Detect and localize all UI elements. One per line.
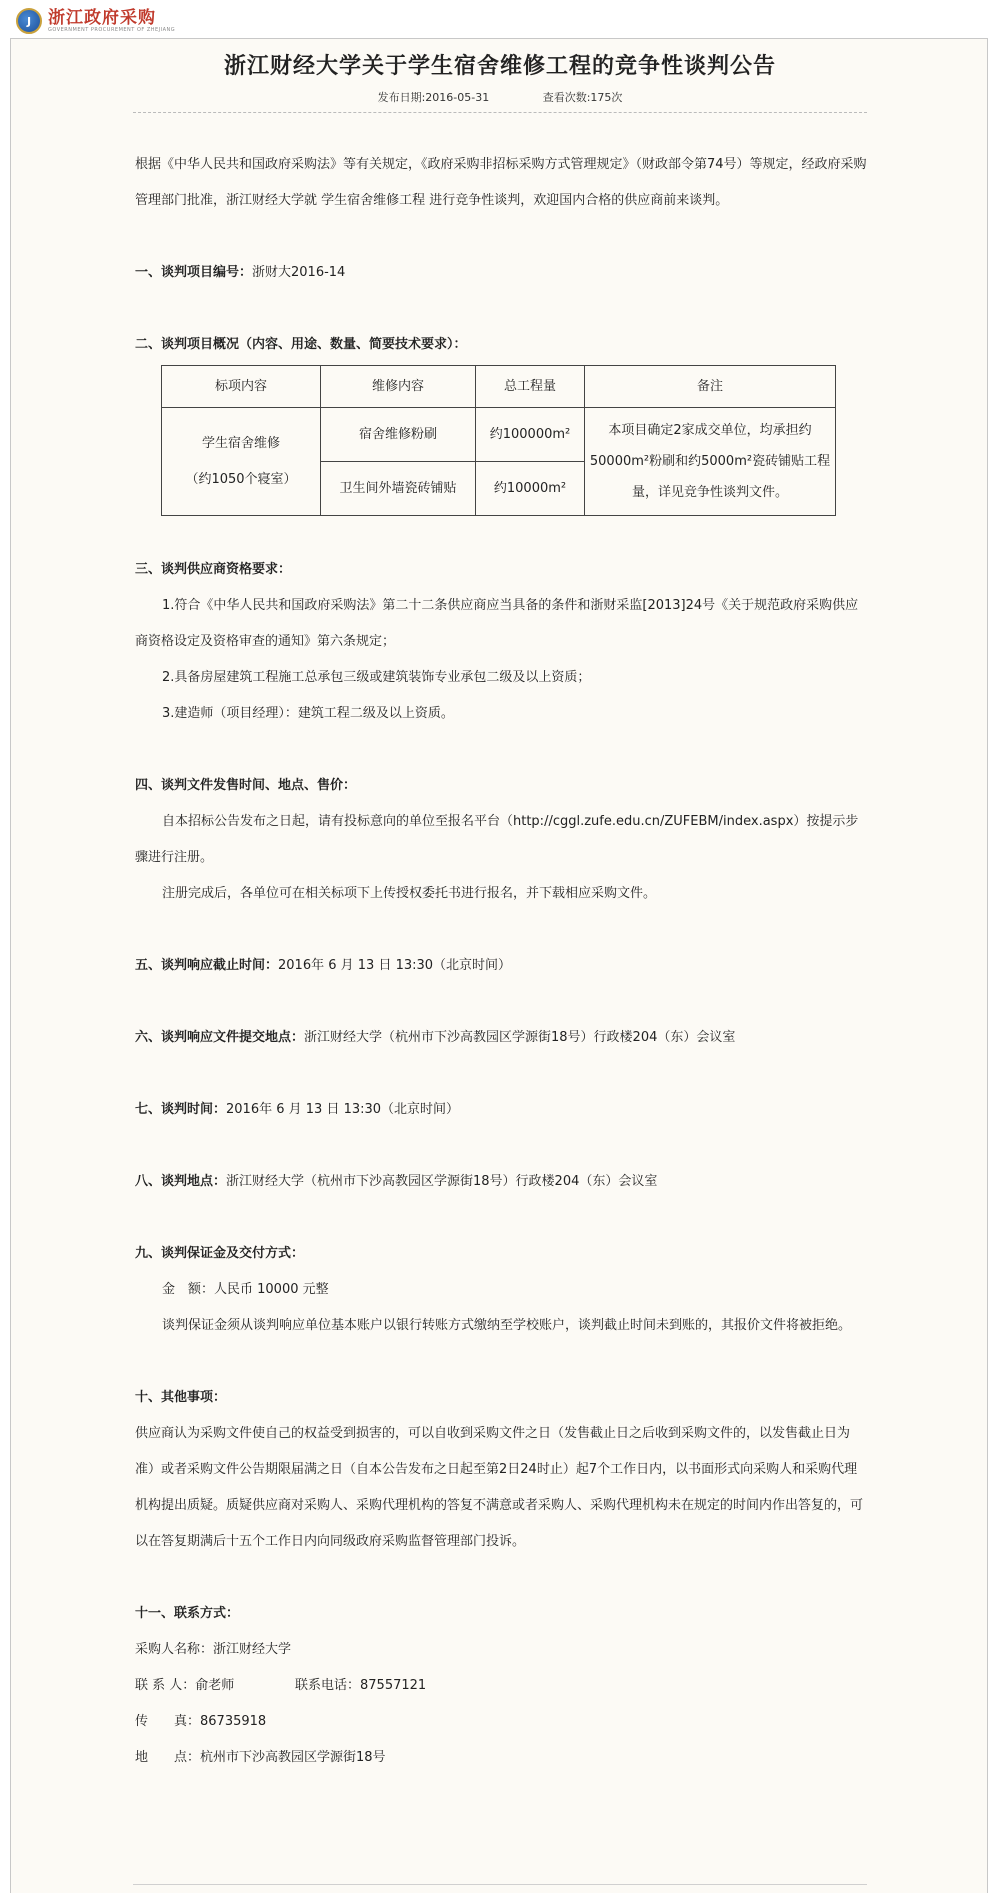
- table-cell: 卫生间外墙瓷砖铺贴: [321, 462, 476, 516]
- article-meta: [11, 89, 989, 105]
- section-10-paragraph: 供应商认为采购文件使自己的权益受到损害的，可以自收到采购文件之日（发售截止日之后收到采购文件的，以发售截止日为准）或者采购文件公告期限届满之日（自本公告发布之日起至第2日24时止）起7个工作日内，以书面形式向采购人和采购代理机构提出质疑。质疑供应商对采购人、采购代理机构的答复不满意或者采购人、采购代理机构未在规定的时间内作出答复的，可以在答复期满后十五个工作日内向同级政府采购监督管理部门投诉。: [135, 1426, 864, 1549]
- section-5: [135, 948, 867, 984]
- table-header: 标项内容: [162, 366, 321, 408]
- section-title: 七、谈判时间：: [135, 1102, 227, 1117]
- contact-address: 地 点：杭州市下沙高教园区学源街18号: [135, 1750, 386, 1765]
- table-header: 备注: [585, 366, 836, 408]
- section-2-title: 二、谈判项目概况（内容、用途、数量、简要技术要求）：: [135, 337, 467, 352]
- section-title: 五、谈判响应截止时间：: [135, 958, 279, 973]
- section-title: 一、谈判项目编号：: [135, 265, 253, 280]
- contact-person-row: [135, 1668, 867, 1704]
- table-header-row: [162, 366, 836, 408]
- article-frame: [10, 38, 988, 1893]
- table-cell: 约10000m²: [476, 462, 585, 516]
- contact-phone: 联系电话：87557121: [295, 1678, 427, 1693]
- section-4-title: 四、谈判文件发售时间、地点、售价：: [135, 778, 357, 793]
- logo-text: 浙江政府采购: [48, 8, 156, 28]
- section-value: 浙江财经大学（杭州市下沙高教园区学源街18号）行政楼204（东）会议室: [304, 1030, 736, 1045]
- emblem-icon: J: [16, 8, 42, 34]
- deposit-amount: 金 额：人民币 10000 元整: [162, 1282, 329, 1297]
- table-cell: 宿舍维修粉刷: [321, 408, 476, 462]
- section-value: 2016年 6 月 13 日 13:30（北京时间）: [278, 958, 512, 973]
- section-9-paragraph: 谈判保证金须从谈判响应单位基本账户以银行转账方式缴纳至学校账户，谈判截止时间未到账的，其报价文件将被拒绝。: [162, 1318, 852, 1333]
- publish-date: 发布日期:2016-05-31: [377, 91, 490, 104]
- list-item: 1.符合《中华人民共和国政府采购法》第二十二条供应商应当具备的条件和浙财采监[2013]24号《关于规范政府采购供应商资格设定及资格审查的通知》第六条规定；: [135, 598, 859, 649]
- table-cell-remark: 本项目确定2家成交单位，均承担约50000m²粉刷和约5000m²瓷砖铺贴工程量，详见竞争性谈判文件。: [585, 408, 836, 516]
- section-7: [135, 1092, 867, 1128]
- table-cell-item: [162, 408, 321, 516]
- section-9-title: 九、谈判保证金及交付方式：: [135, 1246, 305, 1261]
- logo-subtext: GOVERNMENT PROCUREMENT OF ZHEJIANG: [48, 27, 176, 33]
- divider: [133, 112, 867, 113]
- article-body: [135, 147, 867, 1776]
- view-count: 查看次数:175次: [542, 91, 623, 104]
- section-11-title: 十一、联系方式：: [135, 1606, 240, 1621]
- site-header: [0, 0, 998, 38]
- section-value: 2016年 6 月 13 日 13:30（北京时间）: [226, 1102, 460, 1117]
- list-item: 3.建造师（项目经理）：建筑工程二级及以上资质。: [162, 706, 454, 721]
- contact-person: 联 系 人：俞老师: [135, 1678, 235, 1693]
- site-logo[interactable]: [16, 8, 175, 34]
- table-header: 维修内容: [321, 366, 476, 408]
- section-4-paragraph: 自本招标公告发布之日起，请有投标意向的单位至报名平台（http://cggl.zufe.edu.cn/ZUFEBM/index.aspx）按提示步骤进行注册。: [135, 814, 859, 865]
- section-8: [135, 1164, 867, 1200]
- intro-paragraph: 根据《中华人民共和国政府采购法》等有关规定，《政府采购非招标采购方式管理规定》（财政部令第74号）等规定，经政府采购管理部门批准，浙江财经大学就 学生宿舍维修工程 进行竞争性谈判，欢迎国内合格的供应商前来谈判。: [135, 157, 867, 208]
- table-row: [162, 408, 836, 462]
- project-table: [161, 365, 836, 516]
- item-name: 学生宿舍维修: [201, 435, 280, 451]
- section-1: [135, 255, 867, 291]
- section-title: 八、谈判地点：: [135, 1174, 227, 1189]
- section-3-title: 三、谈判供应商资格要求：: [135, 562, 292, 577]
- table-cell: 约100000m²: [476, 408, 585, 462]
- section-10-title: 十、其他事项：: [135, 1390, 227, 1405]
- section-value: 浙财大2016-14: [252, 265, 346, 280]
- item-note: （约1050个寝室）: [185, 471, 297, 487]
- page-title: 浙江财经大学关于学生宿舍维修工程的竞争性谈判公告: [223, 54, 776, 79]
- contact-buyer: 采购人名称：浙江财经大学: [135, 1642, 292, 1657]
- contact-fax: 传 真：86735918: [135, 1714, 267, 1729]
- table-header: 总工程量: [476, 366, 585, 408]
- section-value: 浙江财经大学（杭州市下沙高教园区学源街18号）行政楼204（东）会议室: [226, 1174, 658, 1189]
- section-4-paragraph: 注册完成后，各单位可在相关标项下上传授权委托书进行报名，并下载相应采购文件。: [162, 886, 657, 901]
- section-title: 六、谈判响应文件提交地点：: [135, 1030, 305, 1045]
- footer-divider: [133, 1884, 867, 1885]
- list-item: 2.具备房屋建筑工程施工总承包三级或建筑装饰专业承包二级及以上资质；: [162, 670, 591, 685]
- section-6: [135, 1020, 867, 1056]
